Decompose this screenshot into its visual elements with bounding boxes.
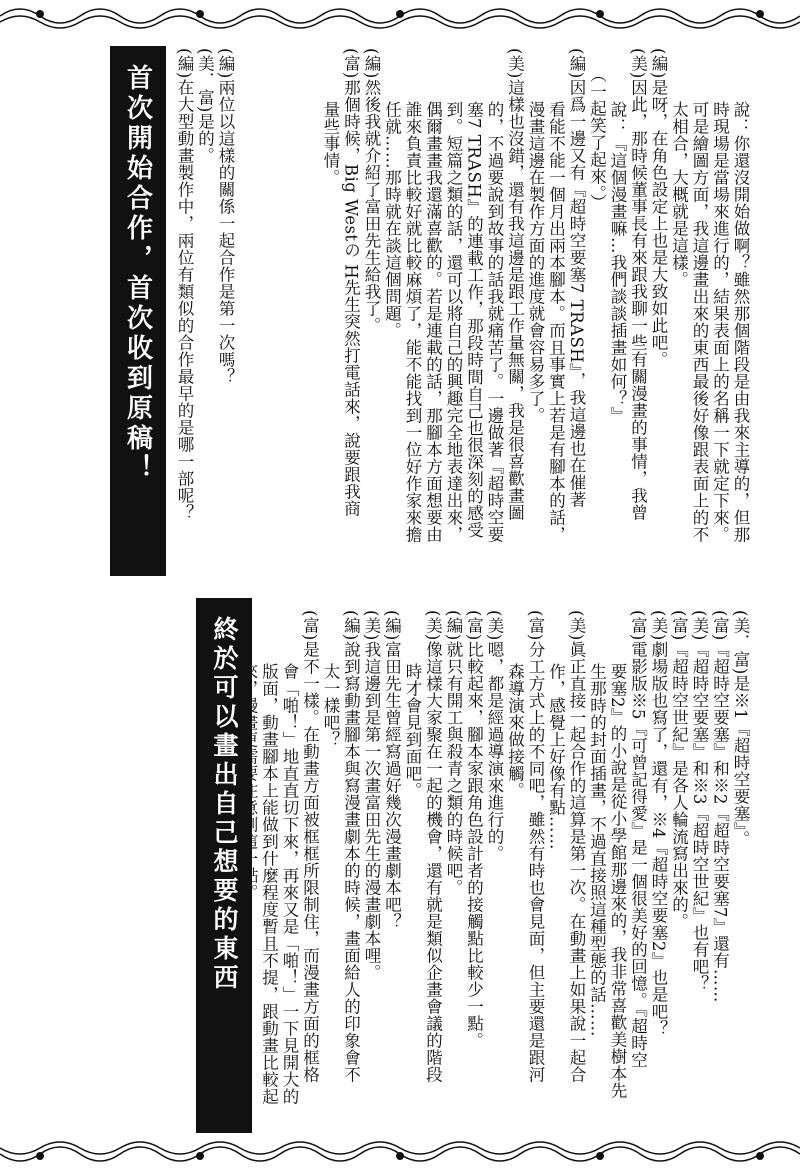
- heading-text: 首次開始合作，首次收到原稿！: [122, 64, 153, 484]
- text-line: (編)因爲一邊又有『超時空要塞7 TRASH』，我這邊也在催著: [567, 48, 586, 508]
- text-line: (美)嗯，都是經過導演來進行的。: [485, 610, 504, 862]
- text-line: 量些事情。: [321, 100, 340, 186]
- text-line: (富)電影版※5『可曾記得愛』是一個很美好的回憶。『超時空: [628, 610, 648, 1069]
- text-line: 時才會見到面吧。: [403, 662, 422, 799]
- text-line: (富)『超時空世紀』是各人輪流寫出來的。: [669, 610, 689, 930]
- text-line: 任就……那時就在談這個問題。: [382, 100, 402, 339]
- text-line: 偶爾畫畫我還滿喜歡的。若是連載的話，那腳本方面想要由: [423, 100, 443, 543]
- heading-text: 終於可以畫出自己想要的東西: [210, 616, 239, 993]
- text-line: 會「啪！」地直直切下來，再來又是「啪！」一下見開大的: [280, 662, 299, 1105]
- text-line: (美)我這邊到是第一次畫富田先生的漫畫劇本哩。: [362, 610, 381, 981]
- text-line: (富)是不一樣。在動畫方面被框框所限制住，而漫畫方面的框格: [300, 610, 320, 1083]
- text-line: 太相合，大概就是這樣。: [669, 100, 689, 288]
- interview-text-lower: [259, 610, 750, 1130]
- text-line: 看能不能一個月出兩本腳本。而且事實上若是有腳本的話，: [546, 100, 566, 543]
- interview-text-upper: [190, 48, 750, 588]
- text-line: (編)然後我就介紹了富田先生給我了。: [362, 48, 381, 334]
- text-line: (編)就只有開工與殺青之類的時候吧。: [444, 610, 463, 896]
- text-line: (美)因此，那時候董事長有來跟我聊一些有關漫畫的事情，我曾: [628, 48, 648, 521]
- text-line: (編)在大型動畫製作中，兩位有類似的合作最早的是哪一部呢？: [175, 48, 194, 521]
- text-line: 到。短篇之類的話，還可以將自己的興趣完全地表達出來，: [444, 100, 463, 543]
- text-line: (編)說到寫動畫腳本與寫漫畫劇本的時候，畫面給人的印象會不: [341, 610, 361, 1083]
- text-line: (美)『超時空要塞』和※3『超時空世紀』也有吧？: [690, 610, 709, 992]
- text-line: 的，不過要說到故事的話我就痛苦了。一邊做著『超時空要: [485, 100, 504, 543]
- interview-text-upper-left: [35, 48, 235, 588]
- text-line: 說：你還沒開始做啊？雖然那個階段是由我來主導的，但那: [731, 100, 750, 543]
- text-line: (美)像這樣大家聚在一起的機會，還有就是類似企畫會議的階段: [423, 610, 443, 1083]
- top-ornament-border: [0, 0, 800, 30]
- text-line: 版面，動畫腳本上能做到什麼程度暫且不提，跟動畫比較起: [259, 662, 279, 1105]
- text-line: (美．富)是※1『超時空要塞』。: [731, 610, 750, 848]
- section-heading-draw-what-you-want: [196, 598, 252, 1133]
- text-line: (編)富田先生曾經寫過好幾次漫畫劇本吧？: [382, 610, 402, 930]
- bottom-ornament-border: [0, 1140, 800, 1170]
- text-line: 森導演來做接觸。: [505, 662, 525, 799]
- text-line: 要塞2』的小說是從小學館那邊來的，我非常喜歡美樹本先: [608, 662, 627, 1099]
- text-line: (美)眞正直接一起合作的這算是第一次。在動畫上如果說一起合: [567, 610, 586, 1083]
- text-line: （一起笑了起來。）: [587, 66, 607, 211]
- text-line: (富)比較起來，腳本家跟角色設計者的接觸點比較少一點。: [464, 610, 484, 1049]
- text-line: 誰來負責比較好就比較麻煩了，能不能找到一位好作家來擔: [403, 100, 422, 543]
- text-line: 生那時的封面插畫，不過直接照這種型態的話……: [587, 662, 607, 1037]
- text-line: 漫畫這邊在製作方面的進度就會容易多了。: [526, 100, 545, 424]
- text-line: (美)劇場版也寫了，還有，※4『超時空要塞2』也是吧？: [649, 610, 668, 1037]
- text-line: (美)這樣也沒錯，還有我這邊是跟工作量無關，我是很喜歡畫圖: [505, 48, 525, 521]
- text-line: (富)那個時候，Big Westの H先生突然打電話來，說要跟我商: [341, 48, 361, 518]
- text-line: (編)是呀，在角色設定上也是大致如此吧。: [649, 48, 668, 368]
- text-line: (富)分工方式上的不同吧，雖然有時也會見面，但主要還是跟河: [526, 610, 545, 1083]
- text-line: (美．富)是的。: [195, 48, 215, 164]
- text-line: 時現場是當場來進行的，結果表面上的名稱一下就定下來。: [710, 100, 730, 543]
- text-line: 可是繪圖方面，我這邊畫出來的東西最後好像跟表面上的不: [690, 100, 709, 543]
- blank-area: [35, 610, 185, 1110]
- text-line: 作，感覺上好像有點……: [546, 662, 566, 850]
- text-line: (富)『超時空要塞』和※2『超時空要塞7』還有……: [710, 610, 730, 1003]
- text-line: 太一樣吧？: [321, 662, 340, 748]
- text-line: 說：『這個漫畫嘛…我們談談插畫如何？』: [608, 100, 627, 424]
- text-line: (編)兩位以這樣的關係一起合作是第一次嗎？: [216, 48, 235, 385]
- text-line: 塞7 TRASH』的連載工作，那段時間自己也很深刻的感受: [464, 100, 484, 539]
